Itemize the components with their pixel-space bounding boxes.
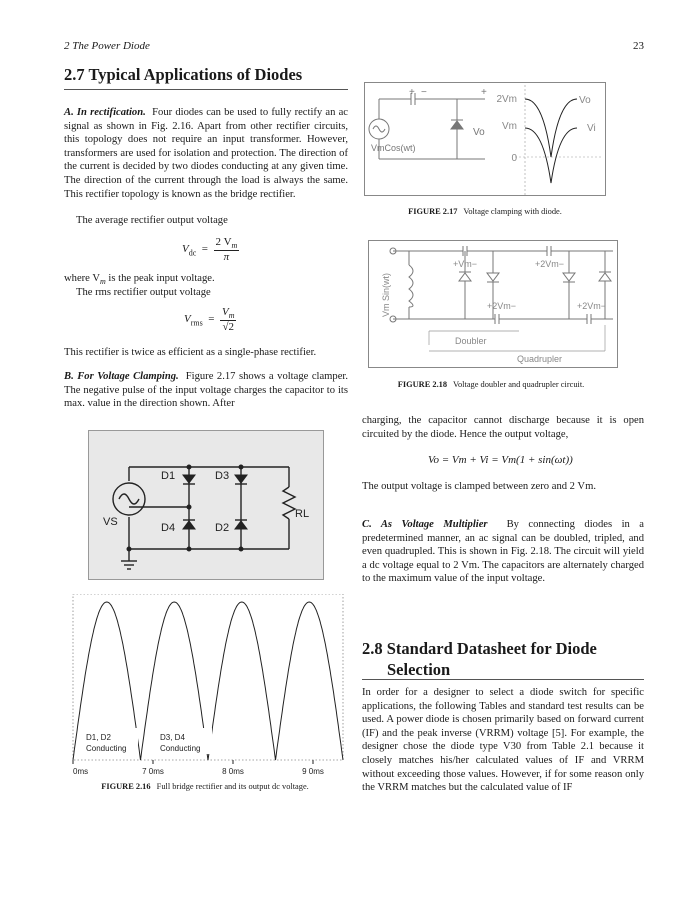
cap2-label: +2Vm−	[535, 259, 565, 269]
wave-0: 0	[511, 153, 517, 164]
wave-vi: Vi	[587, 123, 596, 134]
wave-vm: Vm	[502, 121, 517, 132]
doubler-label: Doubler	[455, 336, 487, 346]
rectification-paragraph	[64, 106, 348, 201]
section-2-8-body: In order for a designer to select a diode switch for specific applications, the following Tables and standard test results can be used. A power diode is chosen primarily based on forward current (IF) and the peak inverse (VRRM) voltage [5]. For example, the designer chose the diode type V30 from Table 2.1 because it closely matches his/her calculated values of IF and VRRM without exceeding those values. However, if for some reason only the VRRM matches but the calculated value of IF	[362, 687, 644, 794]
rectification-lead: A. In rectification.	[64, 107, 146, 118]
cap1-label: +Vm−	[453, 259, 478, 269]
fig218-caption-text: Voltage doubler and quadrupler circuit.	[453, 380, 585, 389]
clamping-paragraph	[64, 370, 348, 411]
fig218-caption	[364, 380, 618, 389]
label-d2: D2	[215, 522, 230, 534]
multiplier-paragraph	[362, 518, 644, 586]
wave-vo: Vo	[579, 95, 591, 106]
fig217-svg	[365, 83, 607, 197]
d4-diode-icon	[183, 521, 195, 529]
clamped-line: The output voltage is clamped between zero and 2 Vm.	[362, 481, 596, 492]
fig216-caption	[64, 782, 346, 791]
clamping-continued: charging, the capacitor cannot discharge because it is open circuited by the diode. Hence the output voltage,	[362, 415, 644, 440]
equation-vrms: $V_{rms}$ = $\frac{V_m}{√2}$	[184, 306, 235, 334]
clamping-body: Figure 2.17 shows a voltage clamper. The negative pulse of the input voltage charges the capacitor to its max. value in the direction shown. After	[64, 371, 349, 410]
x-tick-label: 7 0ms	[142, 767, 164, 776]
label-d3: D3	[215, 470, 230, 482]
equation-output: Vo = Vm + Vi = Vm(1 + sin(ωt))	[428, 454, 573, 466]
fig216-waveform-svg	[64, 594, 346, 778]
cap3-label: +2Vm−	[487, 301, 517, 311]
rms-intro: The rms rectifier output voltage	[76, 287, 211, 298]
running-header: 2 The Power Diode	[64, 40, 150, 52]
efficiency-line: This rectifier is twice as efficient as a single-phase rectifier.	[64, 347, 317, 358]
fig216-caption-text: Full bridge rectifier and its output dc voltage.	[156, 782, 309, 791]
x-tick-label: 0ms	[73, 767, 89, 776]
section-rule	[64, 89, 348, 90]
x-tick-label: 9 0ms	[302, 767, 324, 776]
fig216-circuit	[88, 430, 324, 580]
fig218-source-label: Vm Sin(wt)	[381, 272, 391, 317]
d3d4-label-line2: Conducting	[160, 744, 201, 753]
d3-diode-icon	[235, 475, 247, 483]
fig218-svg	[369, 241, 619, 369]
fig217-caption-text: Voltage clamping with diode.	[463, 207, 562, 216]
fig216-caption-label: FIGURE 2.16	[101, 782, 151, 791]
quadrupler-label: Quadrupler	[517, 354, 563, 364]
fig217-caption	[364, 207, 606, 216]
x-tick-label: 8 0ms	[222, 767, 244, 776]
fig217-caption-label: FIGURE 2.17	[408, 207, 458, 216]
cap4-label: +2Vm−	[577, 301, 607, 311]
section-rule-2-8	[362, 679, 644, 680]
label-vs: VS	[103, 516, 118, 528]
fig217	[364, 82, 606, 196]
wave-2vm: 2Vm	[496, 94, 517, 105]
out-plus: +	[481, 87, 487, 98]
page-number: 23	[633, 40, 644, 52]
fig218	[368, 240, 618, 368]
label-rl: RL	[295, 508, 310, 520]
fig216-circuit-svg	[89, 431, 325, 581]
vo-curve	[525, 99, 577, 157]
rectification-body: Four diodes can be used to fully rectify an ac signal as shown in Fig. 2.16. Apart from other rectifier circuits, this topology does not require an input transformer. However, transformers are used for isolation and protection. The direction of the current is decided by two diodes conducting at any given time. The direction of the current through the load is always the same. This rectifier topology is known as the bridge rectifier.	[64, 107, 349, 200]
d2-diode-icon	[235, 521, 247, 529]
label-d4: D4	[161, 522, 176, 534]
d1-diode-icon	[183, 475, 195, 483]
d1d2-label-line1: D1, D2	[86, 733, 111, 742]
vo-label: Vo	[473, 127, 485, 138]
cap-minus: −	[421, 87, 427, 98]
cap-plus: +	[409, 87, 415, 98]
where-line: where $V_m$ is the peak input voltage.	[64, 273, 215, 287]
label-d1: D1	[161, 470, 176, 482]
clamping-lead: B. For Voltage Clamping.	[64, 371, 179, 382]
section-title-2-7: 2.7 Typical Applications of Diodes	[64, 65, 303, 84]
source-label: VmCos(wt)	[371, 143, 416, 153]
average-intro: The average rectifier output voltage	[76, 215, 228, 226]
d3d4-label-line1: D3, D4	[160, 733, 185, 742]
equation-vdc: $V_{dc}$ = $\frac{2 V_m}{\pi}$	[182, 236, 238, 264]
fig216-waveform	[64, 594, 346, 778]
multiplier-body: By connecting diodes in a predetermined manner, an ac signal can be doubled, tripled, and even quadrupled. This is shown in Fig. 2.18. The circuit will yield a dc voltage equal to 2 Vm. The capacitors are alternately charged to the maximum value of the input voltage.	[362, 519, 645, 585]
multiplier-lead: C. As Voltage Multiplier	[362, 519, 488, 530]
section-title-2-8: 2.8 Standard Datasheet for Diode Selection	[362, 639, 597, 679]
d1d2-label-line2: Conducting	[86, 744, 127, 753]
fig218-caption-label: FIGURE 2.18	[397, 380, 448, 389]
